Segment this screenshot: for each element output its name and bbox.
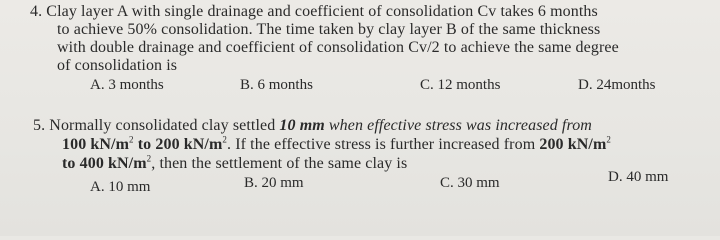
q5-sup-3: 2 <box>606 134 611 145</box>
q4-option-d[interactable]: D. 24months <box>578 77 656 93</box>
q4-line-1: 4. Clay layer A with single drainage and coefficient of consolidation Cv takes 6 months <box>30 3 598 20</box>
q4-line-4: of consolidation is <box>57 57 178 74</box>
q4-line-3: with double drainage and coefficient of consolidation Cv/2 to achieve the same degree <box>57 39 619 56</box>
q5-value-100: 100 kN/m <box>62 136 130 153</box>
q5-line-2-mid: . If the effective stress is further increased from <box>227 136 540 153</box>
q5-sup-2: 2 <box>222 134 228 145</box>
q5-line-3 <box>62 155 407 173</box>
q5-line-2 <box>62 136 611 154</box>
q4-option-a[interactable]: A. 3 months <box>90 77 164 93</box>
q4-option-c[interactable]: C. 12 months <box>420 77 501 93</box>
q4-option-b[interactable]: B. 6 months <box>240 77 313 93</box>
q5-option-a[interactable]: A. 10 mm <box>90 179 151 195</box>
q5-value-10mm: 10 mm <box>279 117 325 134</box>
q5-option-d[interactable]: D. 40 mm <box>608 169 669 185</box>
q5-sup-4: 2 <box>146 153 152 164</box>
q5-value-200-b: 200 kN/m <box>539 136 607 153</box>
q5-line-3-post: , then the settlement of the same clay is <box>151 155 408 172</box>
q5-value-200: to 200 kN/m <box>133 136 223 153</box>
q4-line-2: to achieve 50% consolidation. The time taken by clay layer B of the same thickness <box>57 21 601 38</box>
q5-line-1 <box>33 117 592 135</box>
q5-value-400: to 400 kN/m <box>62 155 147 172</box>
q5-sup-1: 2 <box>129 134 134 145</box>
q5-line-1-post: when effective stress was increased from <box>324 117 592 134</box>
q5-option-c[interactable]: C. 30 mm <box>440 175 500 191</box>
q5-option-b[interactable]: B. 20 mm <box>244 175 304 191</box>
q5-line-1-pre: 5. Normally consolidated clay settled <box>33 117 280 134</box>
